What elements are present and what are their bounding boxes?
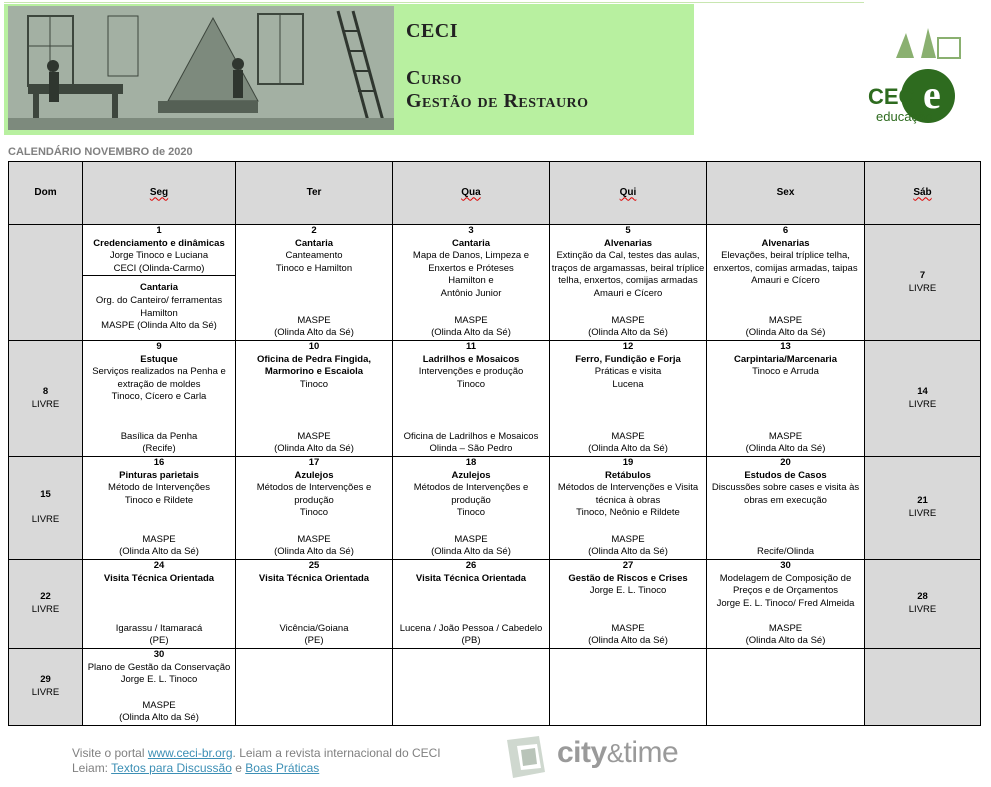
session-detail: Jorge E. L. Tinoco xyxy=(589,585,667,597)
day-number: 12 xyxy=(622,341,634,352)
session-location: MASPE (Olinda Alto da Sé) xyxy=(274,430,354,455)
day-number: 7 xyxy=(919,269,926,281)
header-ter: Ter xyxy=(236,162,393,225)
session-title: Visita Técnica Orientada xyxy=(103,572,215,584)
day-number: 26 xyxy=(465,560,477,571)
day-cell-tue xyxy=(236,649,393,726)
session-detail: Elevações, beiral tríplice telha, xyxy=(721,250,850,262)
day-number: 18 xyxy=(465,457,477,468)
top-rule xyxy=(4,2,864,3)
session-detail: Tinoco, Neônio e Rildete xyxy=(576,507,680,519)
day-cell-wed xyxy=(393,341,550,457)
session-title: Alvenarias xyxy=(761,237,810,249)
day-status: LIVRE xyxy=(908,398,937,410)
session-detail: Amauri e Cícero xyxy=(751,275,820,287)
day-number: 20 xyxy=(780,457,791,468)
session-detail: Tinoco xyxy=(456,507,486,519)
session-location: MASPE (Olinda Alto da Sé) xyxy=(274,314,354,339)
day-cell-wed xyxy=(393,560,550,649)
session-title: Cantaria xyxy=(451,237,490,249)
day-number: 30 xyxy=(153,649,165,660)
footer-note: Visite o portal www.ceci-br.org. Leiam a revista internacional do CECI Leiam: Textos para Discussão e Boas Práticas xyxy=(72,746,441,775)
session-location: MASPE (Olinda Alto da Sé) xyxy=(588,533,668,558)
day-status: LIVRE xyxy=(908,604,937,615)
day-cell-tue xyxy=(236,560,393,649)
session-detail: Canteamento xyxy=(285,250,343,262)
day-cell-sunday xyxy=(9,560,83,649)
session-detail: Hamilton xyxy=(140,307,178,319)
day-number: 16 xyxy=(153,457,165,468)
session-location: MASPE (Olinda Alto da Sé) xyxy=(745,622,826,647)
session-detail: MASPE (Olinda Alto da Sé) xyxy=(101,320,217,332)
session-detail: produção xyxy=(451,494,491,506)
session-detail: Tinoco e Rildete xyxy=(124,494,194,506)
day-status: LIVRE xyxy=(31,604,60,615)
day-cell-mon xyxy=(83,457,236,560)
banner-course-line1: Curso xyxy=(406,67,462,89)
day-cell-tue xyxy=(236,225,393,341)
header-seg: Seg xyxy=(83,162,236,225)
day-status: LIVRE xyxy=(908,282,937,294)
day-cell-fri xyxy=(707,225,865,341)
session-title: Carpintaria/Marcenaria xyxy=(734,353,837,365)
day-number: 3 xyxy=(468,225,474,236)
day-cell-saturday xyxy=(865,457,981,560)
session-detail: Mapa de Danos, Limpeza e xyxy=(412,250,530,262)
session-location: MASPE (Olinda Alto da Sé) xyxy=(588,314,668,339)
day-cell-thu xyxy=(550,341,707,457)
logo-graphic xyxy=(866,18,981,128)
day-cell-wed xyxy=(393,649,550,726)
session-title: Retábulos xyxy=(605,469,651,481)
session-detail: obras em execução xyxy=(744,494,827,506)
day-cell-wed xyxy=(393,225,550,341)
engraving-image xyxy=(8,6,394,130)
session-detail: Lucena xyxy=(612,378,644,390)
session-detail: Jorge E. L. Tinoco xyxy=(120,674,198,686)
day-status: LIVRE xyxy=(908,508,937,519)
session-detail: Métodos de Intervenções e Visita xyxy=(557,482,699,494)
day-cell-sunday xyxy=(9,649,83,726)
day-cell-mon xyxy=(83,560,236,649)
session-location: MASPE (Olinda Alto da Sé) xyxy=(119,533,199,558)
day-number: 19 xyxy=(622,457,634,468)
session-location: Lucena / João Pessoa / Cabedelo (PB) xyxy=(399,622,543,647)
day-cell-thu xyxy=(550,560,707,649)
day-cell-thu xyxy=(550,457,707,560)
banner-course-line2: Gestão de Restauro xyxy=(406,90,589,112)
day-number: 5 xyxy=(625,225,631,236)
day-number: 17 xyxy=(308,457,320,468)
day-cell-thu xyxy=(550,225,707,341)
day-cell-fri xyxy=(707,649,865,726)
session-detail: Tinoco e Hamilton xyxy=(275,262,353,274)
session-detail: Amauri e Cícero xyxy=(593,287,663,299)
day-cell-tue xyxy=(236,341,393,457)
day-number: 22 xyxy=(40,591,51,603)
session-title: Estudos de Casos xyxy=(744,469,827,481)
day-number: 29 xyxy=(40,674,51,686)
calendar-header-row xyxy=(9,162,981,225)
session-location: MASPE (Olinda Alto da Sé) xyxy=(119,699,199,724)
day-cell-saturday xyxy=(865,649,981,726)
day-cell-fri xyxy=(707,457,865,560)
session-detail: traços de argamassas, beiral tríplice xyxy=(551,262,705,274)
session-detail: Intervenções e produção xyxy=(418,366,524,378)
day-cell-saturday xyxy=(865,560,981,649)
city-time-wordmark: city&time xyxy=(557,736,679,769)
session-title: Alvenarias xyxy=(603,237,653,249)
session-title: Ferro, Fundição e Forja xyxy=(575,353,681,365)
session-detail: Tinoco, Cícero e Carla xyxy=(111,391,207,403)
day-status: LIVRE xyxy=(31,398,60,410)
day-cell-mon xyxy=(83,225,236,341)
session-detail: Plano de Gestão da Conservação xyxy=(87,661,231,673)
day-status: LIVRE xyxy=(31,687,60,698)
session-location: MASPE (Olinda Alto da Sé) xyxy=(588,430,668,455)
session-detail: telha, enxertos, comijas armadas xyxy=(558,275,698,287)
day-cell-fri xyxy=(707,341,865,457)
session-detail: Métodos de Intervenções e xyxy=(256,482,372,494)
session-detail: Enxertos e Próteses xyxy=(428,262,514,274)
day-number: 1 xyxy=(156,225,162,236)
day-cell-mon xyxy=(83,341,236,457)
calendar-week-row xyxy=(9,225,981,341)
session-location: Basílica da Penha (Recife) xyxy=(120,430,198,455)
day-cell-sunday xyxy=(9,225,83,341)
session-detail: Modelagem de Composição de xyxy=(719,572,852,584)
day-cell-wed xyxy=(393,457,550,560)
day-number: 8 xyxy=(42,385,49,397)
day-status: LIVRE xyxy=(31,514,60,525)
day-number: 11 xyxy=(465,341,477,352)
session-location: Oficina de Ladrilhos e Mosaicos Olinda – São Pedro xyxy=(403,430,539,455)
session-title: Credenciamento e dinâmicas xyxy=(93,237,225,249)
day-number: 30 xyxy=(780,560,791,571)
session-location: MASPE (Olinda Alto da Sé) xyxy=(431,533,511,558)
session-detail: técnica à obras xyxy=(595,494,661,506)
city-time-mark-icon xyxy=(503,734,553,780)
session-detail: Jorge Tinoco e Luciana xyxy=(109,250,209,262)
session-detail: Tinoco xyxy=(456,378,486,390)
calendar-week-row xyxy=(9,457,981,560)
session-detail: Tinoco e Arruda xyxy=(752,366,819,378)
svg-text:e: e xyxy=(923,72,941,117)
day-number: 15 xyxy=(40,489,51,501)
session-detail: enxertos, comijas armadas, taipas xyxy=(713,262,858,274)
day-number: 24 xyxy=(153,560,165,571)
day-number: 2 xyxy=(311,225,317,236)
ceci-educacao-logo xyxy=(866,18,981,128)
session-title: Azulejos xyxy=(451,469,491,481)
session-detail: produção xyxy=(294,494,334,506)
workshop-engraving xyxy=(8,6,394,130)
session-detail: Práticas e visita xyxy=(594,366,662,378)
session-location: Igarassu / Itamaracá (PE) xyxy=(115,622,203,647)
session-detail: Método de Intervenções xyxy=(108,482,210,494)
calendar-week-row xyxy=(9,560,981,649)
day-number: 9 xyxy=(156,341,162,352)
day-number: 10 xyxy=(308,341,320,352)
textos-link[interactable]: Textos para Discussão xyxy=(111,761,232,775)
session-title: Ladrilhos e Mosaicos xyxy=(422,353,520,365)
day-number: 21 xyxy=(917,495,928,507)
calendar-title: CALENDÁRIO NOVEMBRO de 2020 xyxy=(8,146,193,158)
day-cell-thu xyxy=(550,649,707,726)
session-detail: Tinoco xyxy=(299,507,329,519)
session-title: Visita Técnica Orientada xyxy=(258,572,370,584)
session-detail: Hamilton e xyxy=(448,275,494,287)
session-detail: Preços e de Orçamentos xyxy=(732,585,839,597)
session-location: MASPE (Olinda Alto da Sé) xyxy=(745,430,826,455)
banner-title-block xyxy=(406,20,589,113)
calendar-table xyxy=(8,161,981,726)
header-sex: Sex xyxy=(707,162,865,225)
session-location: Vicência/Goiana (PE) xyxy=(279,622,349,647)
second-session xyxy=(83,275,235,332)
day-number: 25 xyxy=(308,560,320,571)
day-cell-saturday xyxy=(865,225,981,341)
boas-praticas-link[interactable]: Boas Práticas xyxy=(245,761,320,775)
header-qui: Qui xyxy=(550,162,707,225)
session-location: MASPE (Olinda Alto da Sé) xyxy=(588,622,668,647)
day-cell-sunday xyxy=(9,341,83,457)
session-detail: Tinoco xyxy=(299,378,329,390)
session-detail: Discussões sobre cases e visita às xyxy=(711,482,860,494)
day-number: 27 xyxy=(622,560,634,571)
session-title: Pinturas parietais xyxy=(119,469,199,481)
session-location: MASPE (Olinda Alto da Sé) xyxy=(745,314,826,339)
day-number: 14 xyxy=(917,385,928,397)
banner-org: CECI xyxy=(406,20,459,42)
calendar-week-row xyxy=(9,341,981,457)
header-sab: Sáb xyxy=(865,162,981,225)
session-title: Estuque xyxy=(140,353,178,365)
session-detail: Org. do Canteiro/ ferramentas xyxy=(95,294,223,306)
day-number: 6 xyxy=(782,225,789,236)
session-title: Cantaria xyxy=(139,282,178,294)
day-cell-fri xyxy=(707,560,865,649)
session-detail: Serviços realizados na Penha e xyxy=(92,366,226,378)
session-title: Visita Técnica Orientada xyxy=(415,572,527,584)
session-location: MASPE (Olinda Alto da Sé) xyxy=(431,314,511,339)
session-title: Azulejos xyxy=(294,469,334,481)
day-number: 13 xyxy=(780,341,791,352)
day-cell-tue xyxy=(236,457,393,560)
session-location: MASPE (Olinda Alto da Sé) xyxy=(274,533,354,558)
day-number: 28 xyxy=(917,591,928,603)
session-detail: extração de moldes xyxy=(117,378,201,390)
session-detail: Métodos de Intervenções e xyxy=(413,482,529,494)
logo-sub: educação xyxy=(876,109,933,124)
session-detail: Jorge E. L. Tinoco/ Fred Almeida xyxy=(716,597,855,609)
session-location: Recife/Olinda xyxy=(756,546,815,558)
calendar-week-row xyxy=(9,649,981,726)
header-qua: Qua xyxy=(393,162,550,225)
session-detail: CECI (Olinda-Carmo) xyxy=(113,262,205,274)
portal-link[interactable]: www.ceci-br.org xyxy=(147,746,233,760)
session-title: Oficina de Pedra Fingida, Marmorino e Escaiola xyxy=(256,353,372,378)
day-cell-sunday xyxy=(9,457,83,560)
header-dom: Dom xyxy=(9,162,83,225)
day-cell-mon xyxy=(83,649,236,726)
day-cell-saturday xyxy=(865,341,981,457)
session-detail: Antônio Junior xyxy=(440,287,502,299)
logo-name: CECI xyxy=(868,84,921,109)
session-title: Cantaria xyxy=(294,237,333,249)
session-title: Gestão de Riscos e Crises xyxy=(568,572,688,584)
session-detail: Extinção da Cal, testes das aulas, xyxy=(556,250,700,262)
